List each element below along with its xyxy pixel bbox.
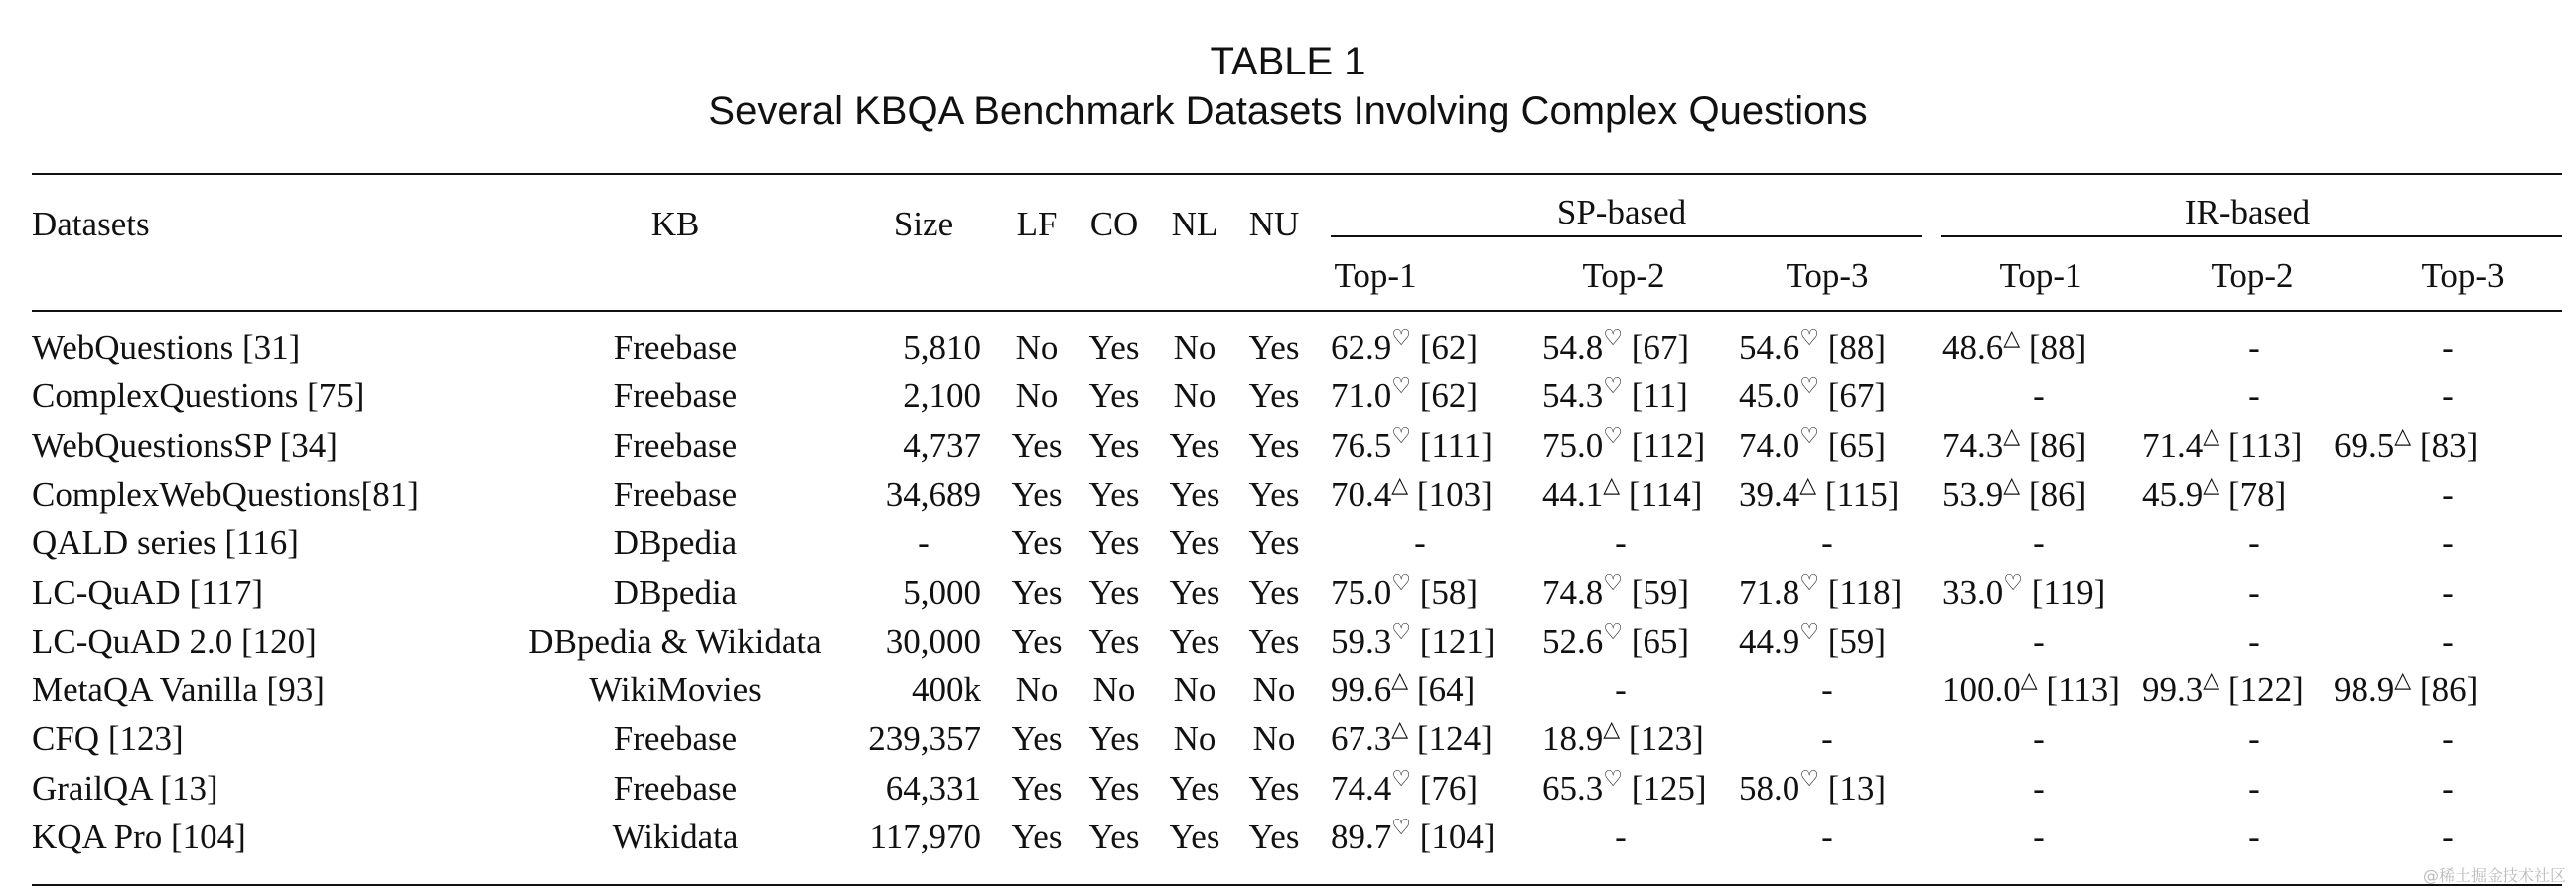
score-reference: [115] — [1816, 475, 1900, 514]
score-reference: [88] — [2020, 328, 2087, 367]
ir-top-3-score: - — [2442, 475, 2454, 514]
triangle-marker-icon: △ — [1799, 472, 1817, 497]
sp-top-3-score — [1739, 571, 1902, 615]
score-reference: [11] — [1622, 376, 1688, 415]
score-value: 45.9 — [2142, 475, 2204, 514]
sp-top-3-score: - — [1821, 670, 1833, 709]
dataset-name: MetaQA Vanilla [93] — [32, 670, 325, 709]
sp-top-3-score — [1739, 424, 1886, 468]
co-flag: Yes — [1088, 426, 1140, 465]
score-value: 89.7 — [1331, 818, 1392, 856]
lf-flag: Yes — [1011, 818, 1063, 856]
heart-marker-icon: ♡ — [1391, 619, 1411, 644]
ir-top-2-score — [2142, 424, 2302, 468]
score-value: 71.8 — [1739, 573, 1800, 612]
score-value: 74.3 — [1942, 426, 2004, 465]
co-flag: Yes — [1088, 818, 1140, 856]
heart-marker-icon: ♡ — [1603, 423, 1623, 448]
triangle-marker-icon: △ — [2003, 472, 2021, 497]
sp-top-1-score — [1331, 620, 1496, 664]
ir-top-1-score — [1942, 424, 2086, 468]
score-value: 67.3 — [1331, 719, 1392, 758]
dataset-size: 4,737 — [903, 426, 981, 465]
score-reference: [86] — [2020, 475, 2087, 514]
score-reference: [65] — [1622, 622, 1690, 661]
ir-top-2-score: - — [2248, 622, 2260, 661]
triangle-marker-icon: △ — [2203, 668, 2220, 692]
score-value: 74.4 — [1331, 769, 1392, 808]
co-flag: No — [1092, 670, 1136, 709]
sp-top-2-score — [1542, 424, 1705, 468]
sp-top-2-score: - — [1615, 523, 1627, 562]
score-value: 59.3 — [1331, 622, 1392, 661]
dataset-name: QALD series [116] — [32, 523, 299, 562]
triangle-marker-icon: △ — [1603, 716, 1621, 741]
dataset-size: 239,357 — [868, 719, 981, 758]
score-value: 58.0 — [1739, 769, 1800, 808]
ir-top-1-score: - — [2033, 818, 2045, 856]
score-reference: [83] — [2411, 426, 2479, 465]
heart-marker-icon: ♡ — [1603, 570, 1623, 595]
kb-name: DBpedia — [613, 573, 738, 612]
sp-top-1-score — [1331, 473, 1493, 517]
header-kb: KB — [650, 205, 700, 243]
header-ir-top-2: Top-2 — [2211, 256, 2294, 295]
heart-marker-icon: ♡ — [2003, 570, 2023, 595]
ir-top-3-score: - — [2442, 622, 2454, 661]
sp-top-3-score — [1739, 473, 1899, 517]
dataset-name: ComplexQuestions [75] — [32, 376, 365, 415]
header-sp-top-2: Top-2 — [1582, 256, 1665, 295]
kb-name: Freebase — [613, 426, 738, 465]
table-title: Several KBQA Benchmark Datasets Involving Complex Questions — [708, 89, 1868, 133]
lf-flag: No — [1015, 328, 1059, 367]
header-co: CO — [1089, 205, 1139, 243]
score-value: 44.9 — [1739, 622, 1800, 661]
score-value: 71.0 — [1331, 376, 1392, 415]
ir-top-2-score: - — [2248, 328, 2260, 367]
score-reference: [111] — [1410, 426, 1493, 465]
score-value: 76.5 — [1331, 426, 1392, 465]
ir-top-2-score — [2142, 669, 2304, 712]
lf-flag: Yes — [1011, 719, 1063, 758]
kb-name: Freebase — [613, 328, 738, 367]
lf-flag: No — [1015, 376, 1059, 415]
ir-top-2-score: - — [2248, 719, 2260, 758]
sp-top-3-score — [1739, 326, 1886, 370]
dataset-name: CFQ [123] — [32, 719, 184, 758]
ir-top-3-score: - — [2442, 523, 2454, 562]
co-flag: Yes — [1088, 523, 1140, 562]
nl-flag: No — [1173, 719, 1216, 758]
dataset-size: 64,331 — [885, 769, 981, 808]
ir-top-3-score: - — [2442, 573, 2454, 612]
ir-top-2-score — [2142, 473, 2286, 517]
kb-name: Freebase — [613, 376, 738, 415]
dataset-name: KQA Pro [104] — [32, 818, 246, 856]
sp-top-3-score: - — [1821, 523, 1833, 562]
ir-top-3-score: - — [2442, 818, 2454, 856]
heart-marker-icon: ♡ — [1799, 423, 1819, 448]
kb-name: WikiMovies — [589, 670, 762, 709]
sp-top-2-score — [1542, 326, 1689, 370]
nu-flag: Yes — [1248, 328, 1300, 367]
heart-marker-icon: ♡ — [1799, 325, 1819, 350]
header-ir-based: IR-based — [2184, 193, 2311, 231]
nu-flag: Yes — [1248, 376, 1300, 415]
sp-top-3-score — [1739, 767, 1886, 811]
lf-flag: Yes — [1011, 622, 1063, 661]
kb-name: DBpedia & Wikidata — [528, 622, 822, 661]
dataset-name: LC-QuAD 2.0 [120] — [32, 622, 317, 661]
sp-top-2-score: - — [1615, 818, 1627, 856]
kb-name: Freebase — [613, 719, 738, 758]
score-value: 100.0 — [1942, 670, 2021, 709]
co-flag: Yes — [1088, 328, 1140, 367]
co-flag: Yes — [1088, 769, 1140, 808]
dataset-name: GrailQA [13] — [32, 769, 218, 808]
dataset-name: ComplexWebQuestions[81] — [32, 475, 419, 514]
lf-flag: Yes — [1011, 426, 1063, 465]
nl-flag: Yes — [1169, 818, 1220, 856]
sp-top-2-score — [1542, 620, 1689, 664]
top-rule — [32, 173, 2562, 175]
nl-flag: Yes — [1169, 426, 1220, 465]
nl-flag: Yes — [1169, 523, 1220, 562]
nl-flag: Yes — [1169, 622, 1220, 661]
sp-top-2-score: - — [1615, 670, 1627, 709]
heart-marker-icon: ♡ — [1603, 373, 1623, 398]
heart-marker-icon: ♡ — [1391, 815, 1411, 839]
nl-flag: Yes — [1169, 573, 1220, 612]
triangle-marker-icon: △ — [1391, 716, 1409, 741]
triangle-marker-icon: △ — [2003, 423, 2021, 448]
lf-flag: Yes — [1011, 475, 1063, 514]
score-reference: [78] — [2219, 475, 2287, 514]
score-value: 98.9 — [2334, 670, 2395, 709]
sp-top-2-score — [1542, 473, 1702, 517]
nu-flag: No — [1252, 719, 1296, 758]
score-value: 39.4 — [1739, 475, 1800, 514]
sp-top-2-score — [1542, 717, 1704, 761]
header-ir-top-3: Top-3 — [2421, 256, 2504, 295]
dataset-size: - — [918, 523, 930, 562]
dataset-name: WebQuestionsSP [34] — [32, 426, 338, 465]
heart-marker-icon: ♡ — [1799, 619, 1819, 644]
score-value: 71.4 — [2142, 426, 2204, 465]
score-reference: [103] — [1408, 475, 1493, 514]
heart-marker-icon: ♡ — [1603, 325, 1623, 350]
sp-top-3-score — [1739, 374, 1886, 418]
score-reference: [125] — [1622, 769, 1707, 808]
nu-flag: Yes — [1248, 475, 1300, 514]
score-value: 75.0 — [1331, 573, 1392, 612]
score-reference: [104] — [1410, 818, 1496, 856]
score-reference: [122] — [2219, 670, 2304, 709]
header-ir-top-1: Top-1 — [1999, 256, 2082, 295]
score-reference: [123] — [1620, 719, 1704, 758]
sp-top-3-score: - — [1821, 818, 1833, 856]
score-value: 54.3 — [1542, 376, 1604, 415]
ir-top-1-score — [1942, 473, 2086, 517]
kb-name: Freebase — [613, 475, 738, 514]
sp-top-1-score — [1331, 717, 1493, 761]
score-value: 99.3 — [2142, 670, 2204, 709]
dataset-name: WebQuestions [31] — [32, 328, 301, 367]
kb-name: Freebase — [613, 769, 738, 808]
score-reference: [118] — [1818, 573, 1903, 612]
score-value: 53.9 — [1942, 475, 2004, 514]
score-reference: [112] — [1622, 426, 1706, 465]
header-size: Size — [893, 205, 954, 243]
lf-flag: No — [1015, 670, 1059, 709]
ir-top-2-score: - — [2248, 523, 2260, 562]
nu-flag: Yes — [1248, 622, 1300, 661]
header-datasets: Datasets — [32, 205, 150, 243]
header-sp-top-1: Top-1 — [1334, 256, 1417, 295]
heart-marker-icon: ♡ — [1603, 619, 1623, 644]
ir-top-3-score: - — [2442, 769, 2454, 808]
score-value: 74.0 — [1739, 426, 1800, 465]
bottom-rule — [32, 884, 2562, 886]
heart-marker-icon: ♡ — [1603, 766, 1623, 791]
sp-top-2-score — [1542, 571, 1689, 615]
score-reference: [113] — [2037, 670, 2120, 709]
nl-flag: No — [1173, 376, 1216, 415]
sp-top-2-score — [1542, 374, 1688, 418]
header-lf: LF — [1016, 205, 1058, 243]
score-value: 54.6 — [1739, 328, 1800, 367]
heart-marker-icon: ♡ — [1799, 570, 1819, 595]
sp-top-1-score — [1331, 326, 1478, 370]
co-flag: Yes — [1088, 719, 1140, 758]
ir-top-1-score: - — [2033, 376, 2045, 415]
ir-top-1-score — [1942, 669, 2120, 712]
header-nl: NL — [1171, 205, 1218, 243]
ir-top-3-score: - — [2442, 376, 2454, 415]
score-reference: [65] — [1818, 426, 1887, 465]
score-reference: [13] — [1818, 769, 1887, 808]
score-value: 45.0 — [1739, 376, 1800, 415]
sp-top-3-score: - — [1821, 719, 1833, 758]
score-reference: [62] — [1410, 328, 1479, 367]
ir-top-1-score — [1942, 326, 2086, 370]
nu-flag: Yes — [1248, 818, 1300, 856]
dataset-name: LC-QuAD [117] — [32, 573, 263, 612]
ir-top-1-score: - — [2033, 622, 2045, 661]
co-flag: Yes — [1088, 622, 1140, 661]
score-value: 33.0 — [1942, 573, 2004, 612]
score-reference: [59] — [1818, 622, 1887, 661]
score-value: 44.1 — [1542, 475, 1604, 514]
header-rule — [32, 310, 2562, 312]
score-value: 54.8 — [1542, 328, 1604, 367]
score-reference: [88] — [1818, 328, 1887, 367]
score-value: 62.9 — [1331, 328, 1392, 367]
ir-top-3-score — [2334, 669, 2478, 712]
lf-flag: Yes — [1011, 769, 1063, 808]
triangle-marker-icon: △ — [2394, 668, 2412, 692]
header-nu: NU — [1248, 205, 1300, 243]
co-flag: Yes — [1088, 376, 1140, 415]
sp-top-1-score — [1331, 374, 1478, 418]
triangle-marker-icon: △ — [1603, 472, 1621, 497]
score-reference: [64] — [1408, 670, 1476, 709]
ir-top-2-score: - — [2248, 573, 2260, 612]
score-reference: [86] — [2020, 426, 2087, 465]
co-flag: Yes — [1088, 573, 1140, 612]
score-value: 48.6 — [1942, 328, 2004, 367]
sp-top-1-score: - — [1414, 523, 1426, 562]
triangle-marker-icon: △ — [1391, 472, 1409, 497]
triangle-marker-icon: △ — [2020, 668, 2038, 692]
co-flag: Yes — [1088, 475, 1140, 514]
score-value: 75.0 — [1542, 426, 1604, 465]
triangle-marker-icon: △ — [2003, 325, 2021, 350]
score-value: 52.6 — [1542, 622, 1604, 661]
score-value: 74.8 — [1542, 573, 1604, 612]
score-reference: [86] — [2411, 670, 2479, 709]
heart-marker-icon: ♡ — [1391, 423, 1411, 448]
kb-name: Wikidata — [612, 818, 739, 856]
score-value: 69.5 — [2334, 426, 2395, 465]
score-reference: [76] — [1410, 769, 1479, 808]
ir-top-1-score: - — [2033, 719, 2045, 758]
nl-flag: Yes — [1169, 769, 1220, 808]
score-reference: [113] — [2219, 426, 2303, 465]
ir-top-2-score: - — [2248, 769, 2260, 808]
sp-top-2-score — [1542, 767, 1707, 811]
score-reference: [59] — [1622, 573, 1690, 612]
ir-top-3-score: - — [2442, 719, 2454, 758]
watermark: @稀土掘金技术社区 — [2422, 866, 2566, 885]
heart-marker-icon: ♡ — [1391, 373, 1411, 398]
nu-flag: Yes — [1248, 426, 1300, 465]
heart-marker-icon: ♡ — [1391, 570, 1411, 595]
score-reference: [114] — [1620, 475, 1703, 514]
ir-top-3-score: - — [2442, 328, 2454, 367]
table-label: TABLE 1 — [1210, 40, 1366, 83]
ir-top-2-score: - — [2248, 376, 2260, 415]
score-value: 99.6 — [1331, 670, 1392, 709]
triangle-marker-icon: △ — [2394, 423, 2412, 448]
sp-top-1-score — [1331, 816, 1496, 859]
score-reference: [67] — [1622, 328, 1690, 367]
score-value: 65.3 — [1542, 769, 1604, 808]
ir-top-3-score — [2334, 424, 2478, 468]
sp-top-3-score — [1739, 620, 1886, 664]
kb-name: DBpedia — [613, 523, 738, 562]
ir-top-1-score: - — [2033, 523, 2045, 562]
heart-marker-icon: ♡ — [1391, 766, 1411, 791]
sp-group-rule — [1331, 235, 1922, 237]
score-value: 70.4 — [1331, 475, 1392, 514]
dataset-size: 400k — [912, 670, 981, 709]
sp-top-1-score — [1331, 767, 1478, 811]
ir-top-1-score: - — [2033, 769, 2045, 808]
dataset-size: 2,100 — [903, 376, 981, 415]
ir-top-2-score: - — [2248, 818, 2260, 856]
sp-top-1-score — [1331, 424, 1493, 468]
nu-flag: Yes — [1248, 769, 1300, 808]
score-reference: [119] — [2022, 573, 2106, 612]
ir-group-rule — [1941, 235, 2562, 237]
nu-flag: Yes — [1248, 573, 1300, 612]
dataset-size: 117,970 — [869, 818, 981, 856]
sp-top-1-score — [1331, 571, 1478, 615]
score-reference: [121] — [1410, 622, 1496, 661]
nl-flag: No — [1173, 328, 1216, 367]
dataset-size: 5,810 — [903, 328, 981, 367]
nu-flag: No — [1252, 670, 1296, 709]
sp-top-1-score — [1331, 669, 1475, 712]
triangle-marker-icon: △ — [1391, 668, 1409, 692]
score-reference: [62] — [1410, 376, 1479, 415]
score-reference: [58] — [1410, 573, 1479, 612]
ir-top-1-score — [1942, 571, 2105, 615]
heart-marker-icon: ♡ — [1799, 766, 1819, 791]
triangle-marker-icon: △ — [2203, 423, 2220, 448]
heart-marker-icon: ♡ — [1799, 373, 1819, 398]
dataset-size: 30,000 — [885, 622, 981, 661]
score-value: 18.9 — [1542, 719, 1604, 758]
header-sp-based: SP-based — [1556, 193, 1687, 231]
nl-flag: No — [1173, 670, 1216, 709]
score-reference: [67] — [1818, 376, 1887, 415]
lf-flag: Yes — [1011, 573, 1063, 612]
nl-flag: Yes — [1169, 475, 1220, 514]
dataset-size: 5,000 — [903, 573, 981, 612]
triangle-marker-icon: △ — [2203, 472, 2220, 497]
dataset-size: 34,689 — [885, 475, 981, 514]
heart-marker-icon: ♡ — [1391, 325, 1411, 350]
score-reference: [124] — [1408, 719, 1493, 758]
lf-flag: Yes — [1011, 523, 1063, 562]
header-sp-top-3: Top-3 — [1786, 256, 1869, 295]
nu-flag: Yes — [1248, 523, 1300, 562]
